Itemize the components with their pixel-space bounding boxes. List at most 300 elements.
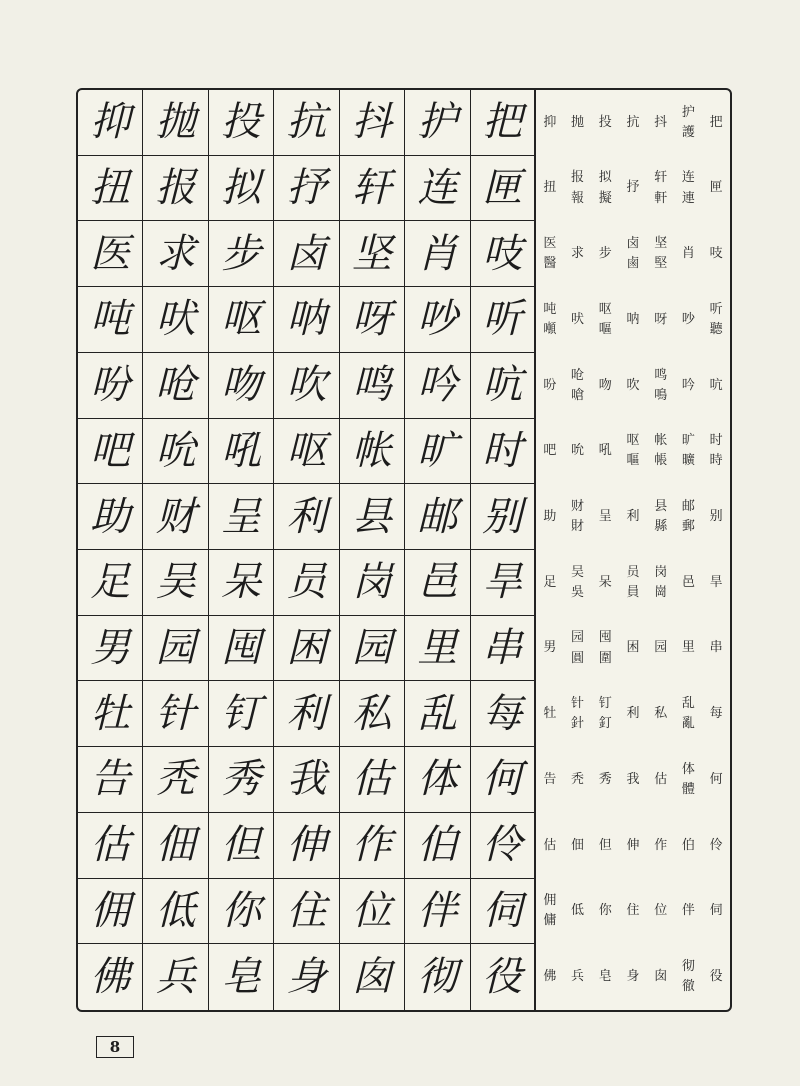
- reference-cell: [564, 944, 592, 1010]
- simplified-char: 体: [681, 761, 695, 777]
- reference-cell: [564, 550, 592, 616]
- calligraphy-cell: 呈: [209, 484, 274, 550]
- reference-cell: [675, 353, 703, 419]
- reference-grid: [536, 90, 730, 1010]
- calligraphy-cell: 足: [78, 550, 143, 616]
- reference-cell: [536, 353, 564, 419]
- reference-cell: [647, 419, 675, 485]
- simplified-char: 抑: [543, 114, 557, 130]
- reference-cell: [675, 287, 703, 353]
- simplified-char: 困: [626, 640, 640, 656]
- reference-cell: [675, 419, 703, 485]
- traditional-char: 員: [626, 584, 640, 600]
- calligraphy-cell: 作: [340, 813, 405, 879]
- reference-cell: [675, 90, 703, 156]
- simplified-char: 帐: [654, 433, 668, 449]
- traditional-char: 崗: [654, 584, 668, 600]
- calligraphy-cell: 囱: [340, 944, 405, 1010]
- reference-cell: [702, 221, 730, 287]
- traditional-char: 財: [571, 519, 585, 535]
- calligraphy-cell: 吭: [471, 353, 536, 419]
- simplified-char: 囱: [654, 969, 668, 985]
- simplified-char: 佃: [571, 837, 585, 853]
- simplified-char: 吧: [543, 443, 557, 459]
- reference-cell: [536, 484, 564, 550]
- simplified-char: 作: [654, 837, 668, 853]
- reference-cell: [702, 287, 730, 353]
- reference-cell: [675, 813, 703, 879]
- calligraphy-cell: 伺: [471, 879, 536, 945]
- calligraphy-cell: 吮: [143, 419, 208, 485]
- calligraphy-cell: 卤: [274, 221, 339, 287]
- calligraphy-cell: 囤: [209, 616, 274, 682]
- simplified-char: 佣: [543, 893, 557, 909]
- simplified-char: 旱: [709, 574, 723, 590]
- calligraphy-cell: 告: [78, 747, 143, 813]
- reference-cell: [702, 550, 730, 616]
- reference-cell: [536, 681, 564, 747]
- simplified-char: 吱: [709, 246, 723, 262]
- simplified-char: 呕: [626, 433, 640, 449]
- calligraphy-cell: 但: [209, 813, 274, 879]
- simplified-char: 伶: [709, 837, 723, 853]
- simplified-char: 吻: [598, 377, 612, 393]
- calligraphy-cell: 拟: [209, 156, 274, 222]
- calligraphy-cell: 扭: [78, 156, 143, 222]
- traditional-char: 聽: [709, 321, 723, 337]
- traditional-char: 縣: [654, 519, 668, 535]
- reference-cell: [591, 944, 619, 1010]
- calligraphy-cell: 园: [143, 616, 208, 682]
- reference-cell: [591, 221, 619, 287]
- practice-sheet-frame: [76, 88, 732, 1012]
- calligraphy-cell: 抒: [274, 156, 339, 222]
- simplified-char: 秃: [571, 771, 585, 787]
- calligraphy-cell: 别: [471, 484, 536, 550]
- traditional-char: 郵: [681, 519, 695, 535]
- reference-cell: [702, 616, 730, 682]
- simplified-char: 伯: [681, 837, 695, 853]
- simplified-char: 彻: [681, 959, 695, 974]
- calligraphy-cell: 吻: [209, 353, 274, 419]
- traditional-char: 體: [681, 781, 695, 797]
- traditional-char: 擬: [598, 190, 612, 206]
- calligraphy-cell: 旷: [405, 419, 470, 485]
- calligraphy-cell: 坚: [340, 221, 405, 287]
- calligraphy-cell: 听: [471, 287, 536, 353]
- calligraphy-grid: [78, 90, 536, 1010]
- simplified-char: 秀: [598, 771, 612, 787]
- simplified-char: 把: [709, 114, 723, 130]
- reference-cell: [536, 90, 564, 156]
- reference-cell: [619, 747, 647, 813]
- calligraphy-cell: 连: [405, 156, 470, 222]
- reference-cell: [564, 616, 592, 682]
- calligraphy-cell: 利: [274, 484, 339, 550]
- simplified-char: 财: [571, 499, 585, 514]
- reference-cell: [647, 287, 675, 353]
- traditional-char: 報: [571, 190, 585, 206]
- simplified-char: 别: [709, 509, 723, 525]
- simplified-char: 里: [681, 640, 695, 656]
- calligraphy-cell: 呀: [340, 287, 405, 353]
- calligraphy-cell: 位: [340, 879, 405, 945]
- simplified-char: 佛: [543, 969, 557, 985]
- reference-cell: [619, 879, 647, 945]
- reference-cell: [536, 419, 564, 485]
- reference-cell: [591, 813, 619, 879]
- reference-cell: [647, 550, 675, 616]
- simplified-char: 呈: [598, 509, 612, 525]
- calligraphy-cell: 抖: [340, 90, 405, 156]
- calligraphy-cell: 财: [143, 484, 208, 550]
- calligraphy-cell: 身: [274, 944, 339, 1010]
- reference-cell: [675, 484, 703, 550]
- simplified-char: 时: [709, 433, 723, 449]
- simplified-char: 吠: [571, 311, 585, 327]
- traditional-char: 時: [709, 453, 723, 469]
- simplified-char: 男: [543, 640, 557, 656]
- calligraphy-cell: 乱: [405, 681, 470, 747]
- traditional-char: 軒: [654, 190, 668, 206]
- traditional-char: 鹵: [626, 256, 640, 272]
- calligraphy-cell: 帐: [340, 419, 405, 485]
- reference-cell: [564, 156, 592, 222]
- calligraphy-cell: 呆: [209, 550, 274, 616]
- simplified-char: 邑: [681, 574, 695, 590]
- simplified-char: 邮: [681, 499, 695, 514]
- simplified-char: 吟: [681, 377, 695, 393]
- simplified-char: 助: [543, 509, 557, 525]
- reference-cell: [702, 813, 730, 879]
- calligraphy-cell: 低: [143, 879, 208, 945]
- calligraphy-cell: 困: [274, 616, 339, 682]
- simplified-char: 利: [626, 509, 640, 525]
- reference-cell: [702, 879, 730, 945]
- calligraphy-cell: 私: [340, 681, 405, 747]
- simplified-char: 皂: [598, 969, 612, 985]
- simplified-char: 吮: [571, 443, 585, 459]
- simplified-char: 伴: [681, 903, 695, 919]
- calligraphy-cell: 伯: [405, 813, 470, 879]
- reference-cell: [647, 616, 675, 682]
- reference-cell: [647, 681, 675, 747]
- traditional-char: 釘: [598, 716, 612, 732]
- reference-cell: [536, 616, 564, 682]
- traditional-char: 噸: [543, 321, 557, 337]
- reference-cell: [619, 353, 647, 419]
- reference-cell: [647, 944, 675, 1010]
- reference-cell: [619, 550, 647, 616]
- simplified-char: 足: [543, 574, 557, 590]
- reference-cell: [564, 681, 592, 747]
- reference-cell: [591, 550, 619, 616]
- calligraphy-cell: 牡: [78, 681, 143, 747]
- calligraphy-cell: 呛: [143, 353, 208, 419]
- reference-cell: [702, 944, 730, 1010]
- reference-cell: [591, 879, 619, 945]
- reference-cell: [647, 484, 675, 550]
- traditional-char: 亂: [681, 716, 695, 732]
- reference-cell: [702, 747, 730, 813]
- simplified-char: 报: [571, 170, 585, 186]
- simplified-char: 呕: [598, 301, 612, 317]
- simplified-char: 吭: [709, 377, 723, 393]
- reference-cell: [647, 879, 675, 945]
- reference-cell: [675, 550, 703, 616]
- simplified-char: 医: [543, 236, 557, 252]
- reference-cell: [619, 484, 647, 550]
- simplified-char: 估: [654, 771, 668, 787]
- calligraphy-cell: 抑: [78, 90, 143, 156]
- reference-cell: [702, 353, 730, 419]
- calligraphy-cell: 估: [340, 747, 405, 813]
- reference-cell: [536, 550, 564, 616]
- reference-cell: [564, 221, 592, 287]
- reference-cell: [619, 813, 647, 879]
- reference-cell: [619, 944, 647, 1010]
- simplified-char: 乱: [681, 696, 695, 712]
- simplified-char: 轩: [654, 170, 668, 186]
- calligraphy-cell: 匣: [471, 156, 536, 222]
- traditional-char: 針: [571, 716, 585, 732]
- calligraphy-cell: 秀: [209, 747, 274, 813]
- calligraphy-cell: 呕: [274, 419, 339, 485]
- simplified-char: 员: [626, 564, 640, 580]
- simplified-char: 吨: [543, 301, 557, 317]
- calligraphy-cell: 吵: [405, 287, 470, 353]
- reference-cell: [536, 944, 564, 1010]
- reference-cell: [591, 156, 619, 222]
- simplified-char: 针: [571, 696, 585, 712]
- reference-cell: [647, 353, 675, 419]
- simplified-char: 抛: [571, 114, 585, 130]
- simplified-char: 求: [571, 246, 585, 262]
- simplified-char: 县: [654, 499, 668, 514]
- reference-cell: [591, 616, 619, 682]
- calligraphy-cell: 呐: [274, 287, 339, 353]
- calligraphy-cell: 园: [340, 616, 405, 682]
- traditional-char: 圍: [598, 650, 612, 666]
- reference-cell: [619, 287, 647, 353]
- calligraphy-cell: 护: [405, 90, 470, 156]
- calligraphy-cell: 鸣: [340, 353, 405, 419]
- simplified-char: 呛: [571, 367, 585, 383]
- reference-cell: [536, 813, 564, 879]
- calligraphy-cell: 每: [471, 681, 536, 747]
- simplified-char: 肖: [681, 246, 695, 262]
- simplified-char: 低: [571, 903, 585, 919]
- simplified-char: 坚: [654, 236, 668, 252]
- simplified-char: 我: [626, 771, 640, 787]
- simplified-char: 囤: [598, 630, 612, 646]
- reference-cell: [702, 484, 730, 550]
- simplified-char: 估: [543, 837, 557, 853]
- simplified-char: 投: [598, 114, 612, 130]
- reference-cell: [675, 879, 703, 945]
- reference-cell: [675, 681, 703, 747]
- calligraphy-cell: 串: [471, 616, 536, 682]
- simplified-char: 听: [709, 301, 723, 317]
- calligraphy-cell: 吹: [274, 353, 339, 419]
- reference-cell: [702, 90, 730, 156]
- traditional-char: 圓: [571, 650, 585, 666]
- calligraphy-cell: 抗: [274, 90, 339, 156]
- calligraphy-cell: 邑: [405, 550, 470, 616]
- simplified-char: 吴: [571, 564, 585, 580]
- calligraphy-cell: 吱: [471, 221, 536, 287]
- simplified-char: 园: [654, 640, 668, 656]
- simplified-char: 吩: [543, 377, 557, 393]
- reference-cell: [564, 419, 592, 485]
- calligraphy-cell: 秃: [143, 747, 208, 813]
- calligraphy-cell: 住: [274, 879, 339, 945]
- reference-cell: [619, 419, 647, 485]
- simplified-char: 告: [543, 771, 557, 787]
- calligraphy-cell: 时: [471, 419, 536, 485]
- calligraphy-cell: 兵: [143, 944, 208, 1010]
- calligraphy-cell: 役: [471, 944, 536, 1010]
- simplified-char: 园: [571, 630, 585, 646]
- traditional-char: 嘔: [626, 453, 640, 469]
- reference-cell: [702, 681, 730, 747]
- calligraphy-cell: 伴: [405, 879, 470, 945]
- reference-cell: [536, 879, 564, 945]
- reference-cell: [619, 616, 647, 682]
- reference-cell: [647, 90, 675, 156]
- simplified-char: 钉: [598, 696, 612, 712]
- calligraphy-cell: 县: [340, 484, 405, 550]
- calligraphy-cell: 佛: [78, 944, 143, 1010]
- traditional-char: 醫: [543, 256, 557, 272]
- page-number: 8: [96, 1036, 134, 1058]
- reference-cell: [591, 353, 619, 419]
- reference-cell: [619, 156, 647, 222]
- reference-cell: [591, 90, 619, 156]
- reference-cell: [647, 813, 675, 879]
- calligraphy-cell: 轩: [340, 156, 405, 222]
- simplified-char: 鸣: [654, 367, 668, 383]
- simplified-char: 利: [626, 706, 640, 722]
- simplified-char: 卤: [626, 236, 640, 252]
- calligraphy-cell: 彻: [405, 944, 470, 1010]
- simplified-char: 抖: [654, 114, 668, 130]
- calligraphy-cell: 皂: [209, 944, 274, 1010]
- reference-cell: [675, 156, 703, 222]
- reference-cell: [619, 221, 647, 287]
- calligraphy-cell: 员: [274, 550, 339, 616]
- traditional-char: 傭: [543, 913, 557, 929]
- calligraphy-cell: 何: [471, 747, 536, 813]
- calligraphy-cell: 吠: [143, 287, 208, 353]
- simplified-char: 吵: [681, 311, 695, 327]
- calligraphy-cell: 估: [78, 813, 143, 879]
- calligraphy-cell: 把: [471, 90, 536, 156]
- traditional-char: 堅: [654, 256, 668, 272]
- reference-cell: [647, 221, 675, 287]
- calligraphy-cell: 男: [78, 616, 143, 682]
- simplified-char: 住: [626, 903, 640, 919]
- reference-cell: [564, 287, 592, 353]
- simplified-char: 吼: [598, 443, 612, 459]
- calligraphy-cell: 助: [78, 484, 143, 550]
- calligraphy-cell: 岗: [340, 550, 405, 616]
- calligraphy-cell: 你: [209, 879, 274, 945]
- calligraphy-cell: 步: [209, 221, 274, 287]
- traditional-char: 護: [681, 124, 695, 140]
- calligraphy-cell: 吴: [143, 550, 208, 616]
- calligraphy-cell: 旱: [471, 550, 536, 616]
- simplified-char: 串: [709, 640, 723, 656]
- calligraphy-cell: 吟: [405, 353, 470, 419]
- calligraphy-cell: 求: [143, 221, 208, 287]
- reference-cell: [536, 287, 564, 353]
- reference-cell: [675, 221, 703, 287]
- traditional-char: 鳴: [654, 387, 668, 403]
- reference-cell: [564, 747, 592, 813]
- simplified-char: 拟: [598, 170, 612, 186]
- calligraphy-cell: 利: [274, 681, 339, 747]
- simplified-char: 抗: [626, 114, 640, 130]
- simplified-char: 牡: [543, 706, 557, 722]
- calligraphy-cell: 吧: [78, 419, 143, 485]
- calligraphy-cell: 我: [274, 747, 339, 813]
- reference-cell: [591, 681, 619, 747]
- calligraphy-cell: 佣: [78, 879, 143, 945]
- simplified-char: 旷: [681, 433, 695, 449]
- simplified-char: 抒: [626, 180, 640, 196]
- calligraphy-cell: 体: [405, 747, 470, 813]
- simplified-char: 兵: [571, 969, 585, 985]
- simplified-char: 但: [598, 837, 612, 853]
- simplified-char: 位: [654, 903, 668, 919]
- reference-cell: [619, 90, 647, 156]
- simplified-char: 每: [709, 706, 723, 722]
- simplified-char: 护: [681, 104, 695, 120]
- simplified-char: 伸: [626, 837, 640, 853]
- reference-cell: [536, 156, 564, 222]
- reference-cell: [536, 221, 564, 287]
- calligraphy-cell: 吨: [78, 287, 143, 353]
- simplified-char: 连: [681, 170, 695, 186]
- simplified-char: 步: [598, 246, 612, 262]
- simplified-char: 伺: [709, 903, 723, 919]
- calligraphy-cell: 佃: [143, 813, 208, 879]
- traditional-char: 嘔: [598, 321, 612, 337]
- simplified-char: 呆: [598, 574, 612, 590]
- reference-cell: [564, 90, 592, 156]
- reference-cell: [675, 747, 703, 813]
- traditional-char: 徹: [681, 979, 695, 995]
- simplified-char: 匣: [709, 180, 723, 196]
- calligraphy-cell: 投: [209, 90, 274, 156]
- reference-cell: [564, 353, 592, 419]
- reference-cell: [564, 484, 592, 550]
- reference-cell: [702, 419, 730, 485]
- simplified-char: 呐: [626, 311, 640, 327]
- simplified-char: 吹: [626, 377, 640, 393]
- simplified-char: 身: [626, 969, 640, 985]
- simplified-char: 呀: [654, 311, 668, 327]
- calligraphy-cell: 针: [143, 681, 208, 747]
- traditional-char: 吳: [571, 584, 585, 600]
- calligraphy-cell: 医: [78, 221, 143, 287]
- calligraphy-cell: 邮: [405, 484, 470, 550]
- reference-cell: [536, 747, 564, 813]
- calligraphy-cell: 吩: [78, 353, 143, 419]
- calligraphy-cell: 伶: [471, 813, 536, 879]
- calligraphy-cell: 呕: [209, 287, 274, 353]
